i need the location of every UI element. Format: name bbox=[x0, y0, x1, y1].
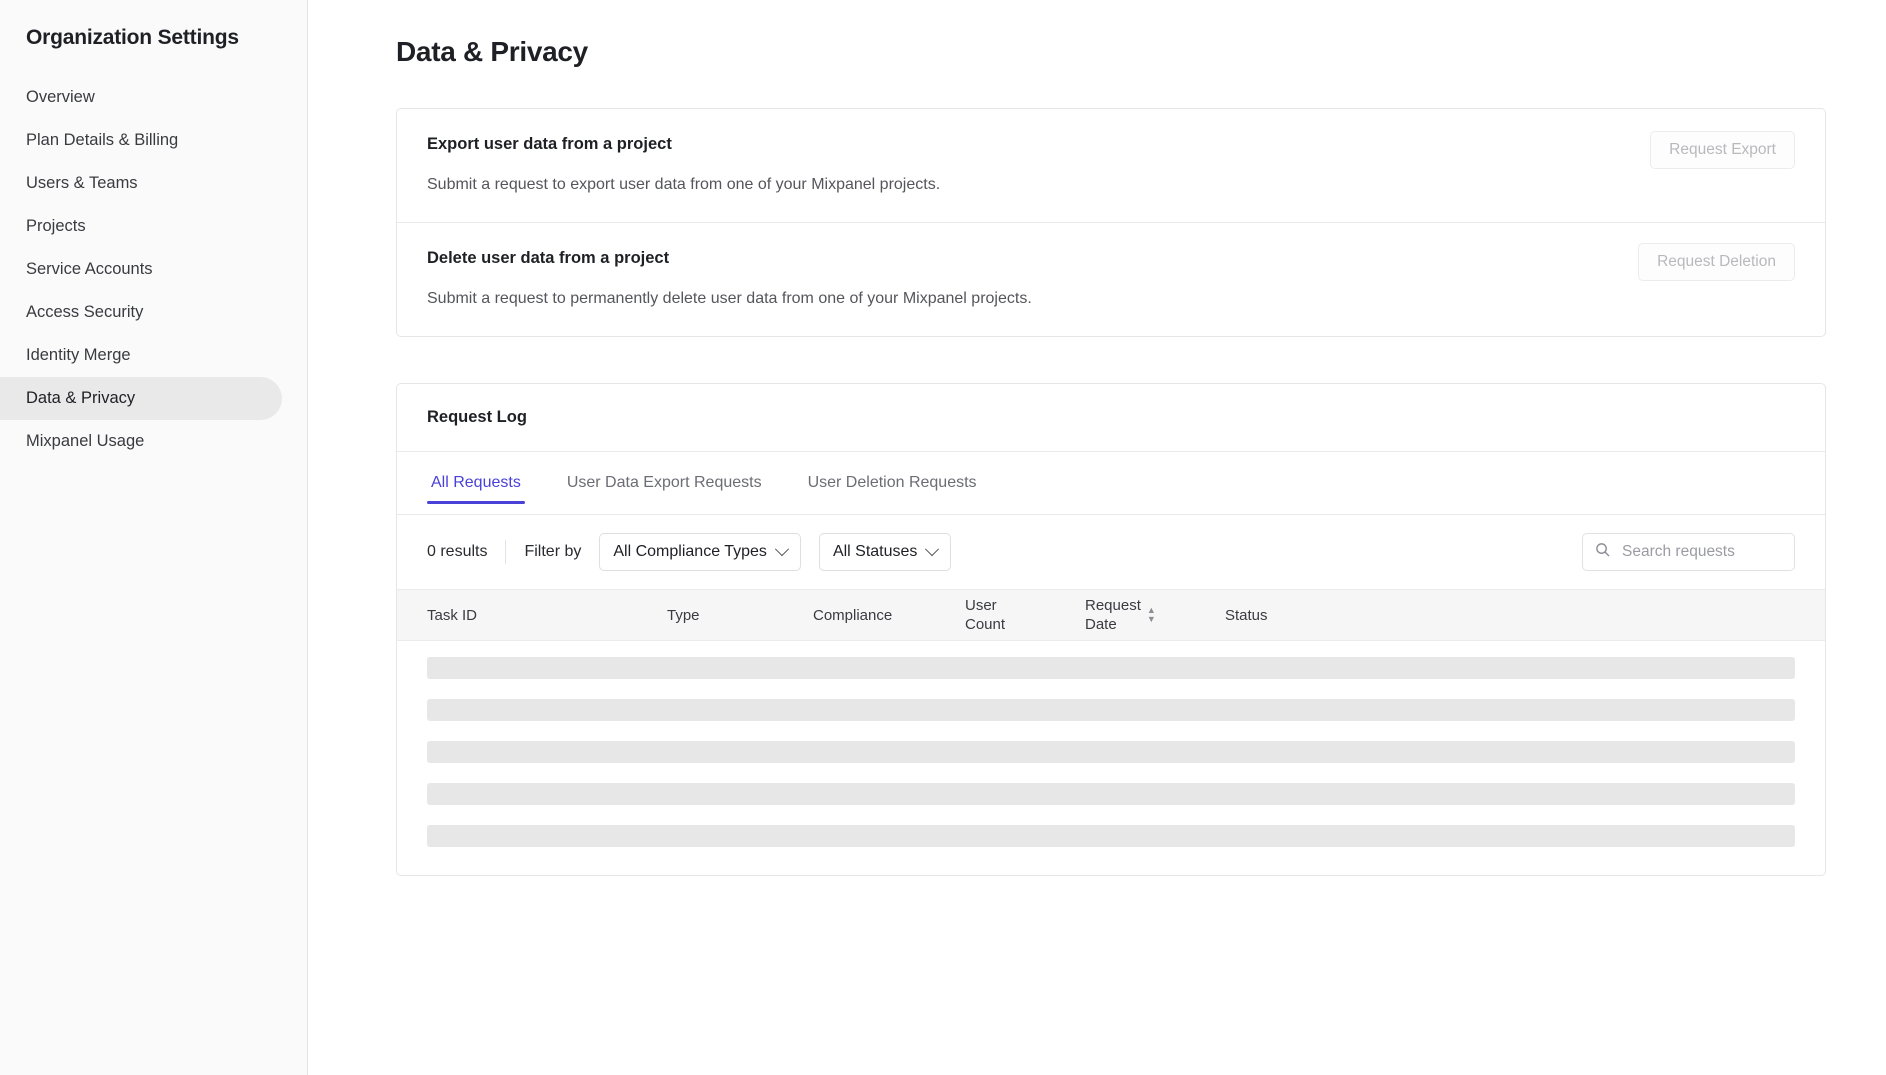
column-label: Compliance bbox=[813, 606, 893, 624]
sidebar-item-label: Identity Merge bbox=[26, 346, 131, 364]
chevron-down-icon bbox=[925, 542, 939, 556]
skeleton-row bbox=[427, 699, 1795, 721]
sidebar-item-label: Mixpanel Usage bbox=[26, 432, 145, 450]
sidebar-item-label: Access Security bbox=[26, 303, 144, 321]
search-input[interactable] bbox=[1620, 542, 1782, 562]
search-requests-box[interactable] bbox=[1582, 533, 1795, 571]
delete-request-description: Submit a request to permanently delete user data from one of your Mixpanel projects. bbox=[427, 290, 1032, 307]
sidebar-title: Organization Settings bbox=[26, 26, 239, 49]
request-log-title: Request Log bbox=[397, 384, 1825, 452]
column-header-user-count bbox=[965, 596, 1085, 634]
request-log-loading-placeholder bbox=[397, 641, 1825, 875]
compliance-type-filter-value: All Compliance Types bbox=[613, 543, 767, 560]
main-content bbox=[308, 0, 1886, 1075]
request-export-button[interactable]: Request Export bbox=[1650, 131, 1795, 169]
skeleton-row bbox=[427, 825, 1795, 847]
sidebar-item-service-accounts[interactable] bbox=[0, 248, 282, 291]
column-label-line2: Date bbox=[1085, 616, 1117, 633]
column-header-type bbox=[667, 607, 813, 624]
column-header-compliance bbox=[813, 607, 965, 624]
status-filter-value: All Statuses bbox=[832, 543, 918, 560]
status-filter[interactable] bbox=[819, 533, 951, 571]
sidebar-item-access-security[interactable] bbox=[0, 291, 282, 334]
sidebar-item-label: Overview bbox=[26, 88, 95, 106]
column-header-status bbox=[1225, 607, 1365, 624]
column-header-task-id bbox=[427, 607, 667, 624]
skeleton-row bbox=[427, 657, 1795, 679]
sidebar-item-plan-details-billing[interactable] bbox=[0, 119, 282, 162]
sidebar-item-label: Data & Privacy bbox=[26, 389, 136, 407]
skeleton-row bbox=[427, 741, 1795, 763]
column-label: Type bbox=[667, 606, 700, 624]
sidebar-item-users-teams[interactable] bbox=[0, 162, 282, 205]
chevron-down-icon bbox=[775, 542, 789, 556]
sidebar-item-overview[interactable] bbox=[0, 76, 282, 119]
sidebar-item-identity-merge[interactable] bbox=[0, 334, 282, 377]
request-log-table-header bbox=[397, 589, 1825, 641]
sidebar-nav bbox=[0, 76, 307, 463]
sidebar-item-label: Plan Details & Billing bbox=[26, 131, 179, 149]
compliance-type-filter[interactable] bbox=[599, 533, 801, 571]
export-request-title: Export user data from a project bbox=[427, 135, 672, 153]
request-log-toolbar bbox=[397, 515, 1825, 589]
page-title: Data & Privacy bbox=[396, 36, 588, 67]
sidebar-item-label: Projects bbox=[26, 217, 86, 235]
column-label: Request bbox=[1085, 596, 1141, 614]
column-label-stack bbox=[1085, 596, 1141, 634]
sidebar-item-data-privacy[interactable] bbox=[0, 377, 282, 420]
column-label: Status bbox=[1225, 606, 1268, 624]
search-icon bbox=[1595, 542, 1610, 562]
tab-user-deletion-requests[interactable] bbox=[804, 452, 981, 514]
tab-label: User Deletion Requests bbox=[807, 474, 977, 491]
column-label-stack bbox=[965, 596, 1005, 634]
skeleton-row bbox=[427, 783, 1795, 805]
sidebar-item-mixpanel-usage[interactable] bbox=[0, 420, 282, 463]
delete-request-title: Delete user data from a project bbox=[427, 249, 670, 267]
column-label-line2: Count bbox=[965, 616, 1006, 633]
request-log-tabs bbox=[397, 452, 1825, 515]
sort-toggle-icon[interactable]: ▲ ▼ bbox=[1146, 605, 1156, 624]
column-header-request-date[interactable] bbox=[1085, 596, 1225, 634]
export-request-description: Submit a request to export user data from one of your Mixpanel projects. bbox=[427, 176, 941, 193]
sidebar-item-label: Service Accounts bbox=[26, 260, 153, 278]
tab-all-requests[interactable] bbox=[427, 452, 525, 514]
results-count: 0 results bbox=[427, 543, 488, 560]
tab-label: User Data Export Requests bbox=[566, 474, 762, 491]
column-label: User bbox=[965, 596, 997, 614]
toolbar-divider bbox=[505, 540, 506, 564]
sidebar-item-label: Users & Teams bbox=[26, 174, 138, 192]
delete-request-row bbox=[397, 222, 1825, 336]
column-label: Task ID bbox=[427, 606, 478, 624]
sidebar bbox=[0, 0, 308, 1075]
tab-user-data-export-requests[interactable] bbox=[563, 452, 766, 514]
sidebar-item-projects[interactable] bbox=[0, 205, 282, 248]
filter-by-label: Filter by bbox=[524, 543, 582, 560]
request-deletion-button[interactable]: Request Deletion bbox=[1638, 243, 1795, 281]
request-log-card bbox=[396, 383, 1826, 876]
data-requests-card bbox=[396, 108, 1826, 337]
export-request-row bbox=[397, 109, 1825, 222]
tab-label: All Requests bbox=[431, 474, 521, 491]
